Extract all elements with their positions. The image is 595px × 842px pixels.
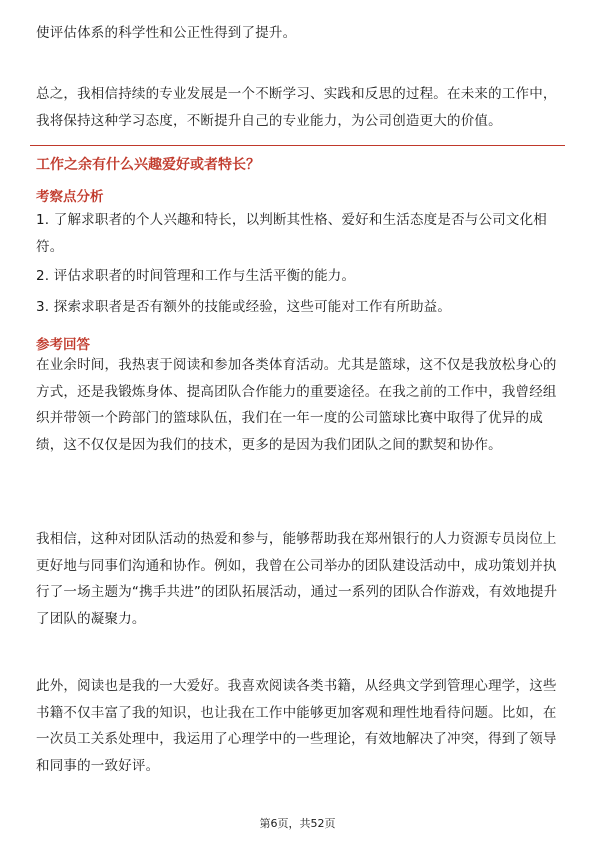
page-number: 第6页，共52页 — [259, 817, 336, 830]
body-paragraph: 使评估体系的科学性和公正性得到了提升。 — [36, 25, 297, 41]
answer-paragraph: 此外，阅读也是我的一大爱好。我喜欢阅读各类书籍，从经典文学到管理心理学，这些书籍不仅丰富了我的知识，也让我在工作中能够更加客观和理性地看待问题。比如，在一次员工关系处理中，我运用了心理学中的一些理论，有效地解决了冲突，得到了领导和同事的一致好评。 — [36, 678, 557, 774]
body-paragraph: 总之，我相信持续的专业发展是一个不断学习、实践和反思的过程。在未来的工作中，我将保持这种学习态度，不断提升自己的专业能力，为公司创造更大的价值。 — [36, 86, 557, 129]
analysis-item: 2. 评估求职者的时间管理和工作与生活平衡的能力。 — [36, 268, 356, 284]
answer-paragraph: 在业余时间，我热衷于阅读和参加各类体育活动。尤其是篮球，这不仅是我放松身心的方式，还是我锻炼身体、提高团队合作能力的重要途径。在我之前的工作中，我曾经组织并带领一个跨部门的篮球队伍，我们在一年一度的公司篮球比赛中取得了优异的成绩，这不仅仅是因为我们的技术，更多的是因为我们团队之间的默契和协作。 — [36, 357, 557, 453]
answer-paragraph: 我相信，这种对团队活动的热爱和参与，能够帮助我在郑州银行的人力资源专员岗位上更好地与同事们沟通和协作。例如，我曾在公司举办的团队建设活动中，成功策划并执行了一场主题为“携手共进”的团队拓展活动，通过一系列的团队合作游戏，有效地提升了团队的凝聚力。 — [36, 531, 558, 627]
section-divider — [30, 145, 565, 146]
analysis-item: 1. 了解求职者的个人兴趣和特长，以判断其性格、爱好和生活态度是否与公司文化相符。 — [36, 212, 547, 255]
answer-heading: 参考回答 — [36, 337, 90, 353]
question-heading: 工作之余有什么兴趣爱好或者特长？ — [36, 157, 260, 173]
analysis-item: 3. 探索求职者是否有额外的技能或经验，这些可能对工作有所助益。 — [36, 299, 452, 315]
analysis-heading: 考察点分析 — [36, 189, 104, 205]
